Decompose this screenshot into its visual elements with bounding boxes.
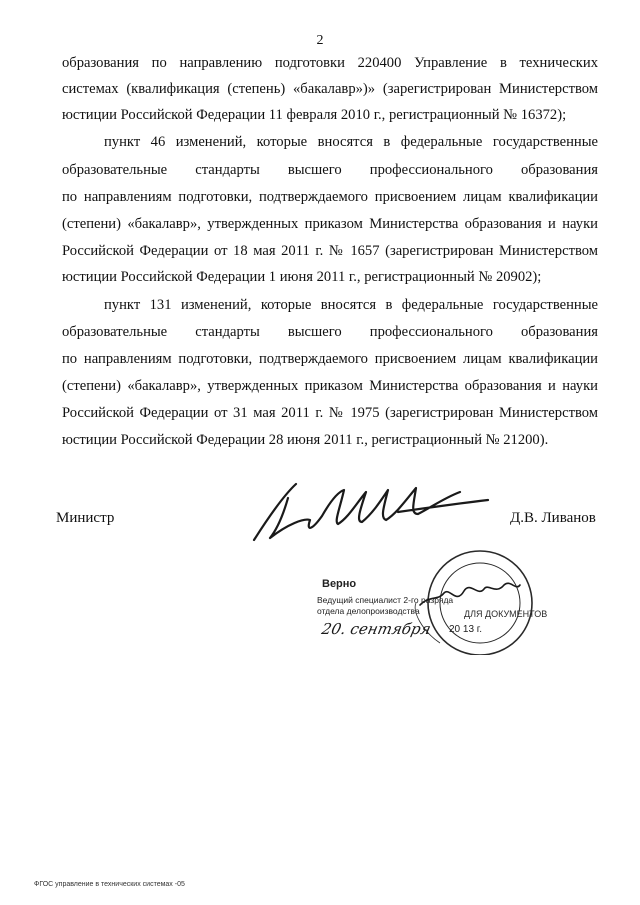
paragraph-2-line-6: юстиции Российской Федерации 1 июня 2011 г., регистрационный № 20902); [62,269,542,285]
paragraph-2-line-2: образовательные стандарты высшего профессионального образования [62,162,598,178]
paragraph-3-line-1: пункт 131 изменений, которые вносятся в федеральные государственные [104,297,598,313]
paragraph-2-line-4: (степени) «бакалавр», утвержденных приказом Министерства образования и науки [62,216,598,232]
paragraph-1-line-3: юстиции Российской Федерации 11 февраля 2010 г., регистрационный № 16372); [62,107,567,123]
paragraph-1-line-2: системах (квалификация (степень) «бакалавр»)» (зарегистрирован Министерством [62,81,598,97]
paragraph-3-line-5: Российской Федерации от 31 мая 2011 г. № 1975 (зарегистрирован Министерством [62,405,598,421]
paragraph-3-line-6: юстиции Российской Федерации 28 июня 2011 г., регистрационный № 21200). [62,432,549,448]
certification-department: отдела делопроизводства [317,606,420,616]
certification-verno: Верно [322,578,357,590]
certification-date: 20. сентября [320,620,433,638]
signatory-name: Д.В. Ливанов [510,510,596,526]
certification-year: 20 13 г. [449,624,483,635]
paragraph-2-line-3: по направлениям подготовки, подтверждаемого присвоением лицам квалификации [62,189,598,205]
handwritten-signature [248,478,498,548]
paragraph-2-line-5: Российской Федерации от 18 мая 2011 г. № 1657 (зарегистрирован Министерством [62,243,598,259]
paragraph-3-line-4: (степени) «бакалавр», утвержденных приказом Министерства образования и науки [62,378,598,394]
paragraph-1-line-1: образования по направлению подготовки 220400 Управление в технических [62,55,598,71]
stamp-center-text: ДЛЯ ДОКУМЕНТОВ [464,609,548,619]
certification-position: Ведущий специалист 2-го разряда [317,595,454,605]
page-number: 2 [316,33,324,48]
document-footer: ФГОС управление в технических системах -05 [34,881,185,888]
signatory-title: Министр [56,510,115,526]
paragraph-3-line-2: образовательные стандарты высшего профессионального образования [62,324,598,340]
paragraph-3-line-3: по направлениям подготовки, подтверждаемого присвоением лицам квалификации [62,351,598,367]
paragraph-2-line-1: пункт 46 изменений, которые вносятся в федеральные государственные [104,134,598,150]
